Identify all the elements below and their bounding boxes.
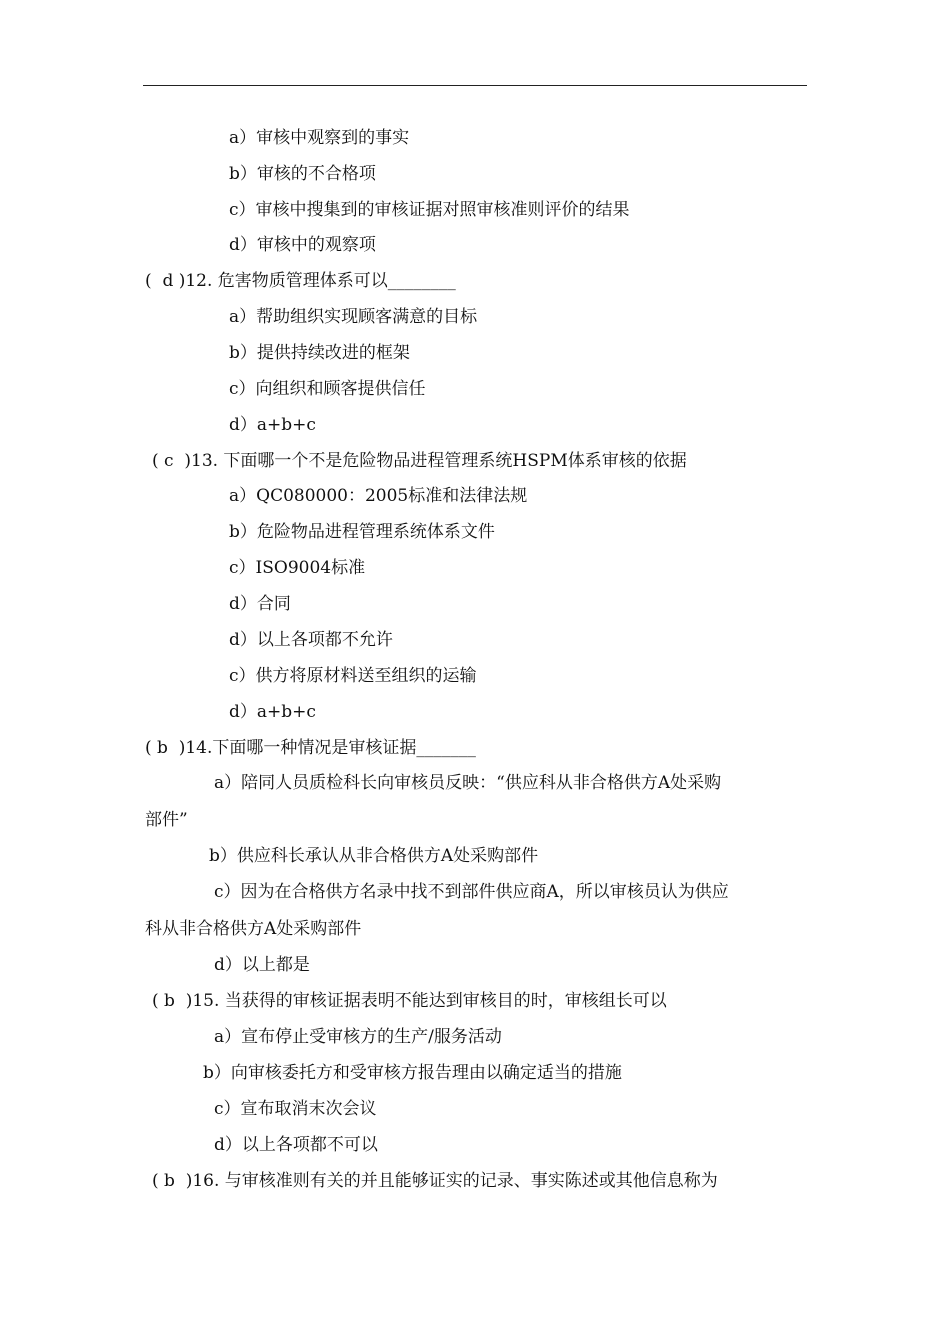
option-b: b）向审核委托方和受审核方报告理由以确定适当的措施 (203, 1063, 622, 1083)
option-b: b）提供持续改进的框架 (229, 343, 410, 363)
option-b: b）审核的不合格项 (229, 164, 376, 184)
option-c: c）因为在合格供方名录中找不到部件供应商A，所以审核员认为供应 (214, 882, 729, 902)
option-d: d）a+b+c (229, 702, 316, 722)
question-15: ( b )15. 当获得的审核证据表明不能达到审核目的时，审核组长可以 (152, 991, 667, 1011)
question-13: ( c )13. 下面哪一个不是危险物品进程管理系统HSPM体系审核的依据 (152, 451, 687, 471)
option-a: a）宣布停止受审核方的生产/服务活动 (214, 1027, 502, 1047)
option-c: c）向组织和顾客提供信任 (229, 379, 426, 399)
question-16: ( b )16. 与审核准则有关的并且能够证实的记录、事实陈述或其他信息称为 (152, 1171, 718, 1191)
option-d: d）以上都是 (214, 955, 310, 975)
question-14: ( b )14.下面哪一种情况是审核证据_______ (145, 738, 476, 758)
option-a-continuation: 部件” (145, 810, 188, 830)
option-c: c）宣布取消末次会议 (214, 1099, 377, 1119)
option-c: c）ISO9004标准 (229, 558, 366, 578)
question-12: ( d )12. 危害物质管理体系可以________ (145, 271, 456, 291)
option-a: a）审核中观察到的事实 (229, 128, 410, 148)
option-d: d）合同 (229, 594, 291, 614)
option-b: b）危险物品进程管理系统体系文件 (229, 522, 495, 542)
option-a: a）陪同人员质检科长向审核员反映：“供应科从非合格供方A处采购 (214, 773, 722, 793)
option-d: d）以上各项都不可以 (214, 1135, 378, 1155)
option-a: a）QC080000：2005标准和法律法规 (229, 486, 528, 506)
option-d: d）以上各项都不允许 (229, 630, 393, 650)
option-b: b）供应科长承认从非合格供方A处采购部件 (209, 846, 539, 866)
option-d: d）审核中的观察项 (229, 235, 376, 255)
option-a: a）帮助组织实现顾客满意的目标 (229, 307, 478, 327)
option-c: c）审核中搜集到的审核证据对照审核准则评价的结果 (229, 200, 630, 220)
header-rule (143, 85, 807, 86)
option-c-continuation: 科从非合格供方A处采购部件 (145, 919, 362, 939)
option-c: c）供方将原材料送至组织的运输 (229, 666, 477, 686)
option-d: d）a+b+c (229, 415, 316, 435)
